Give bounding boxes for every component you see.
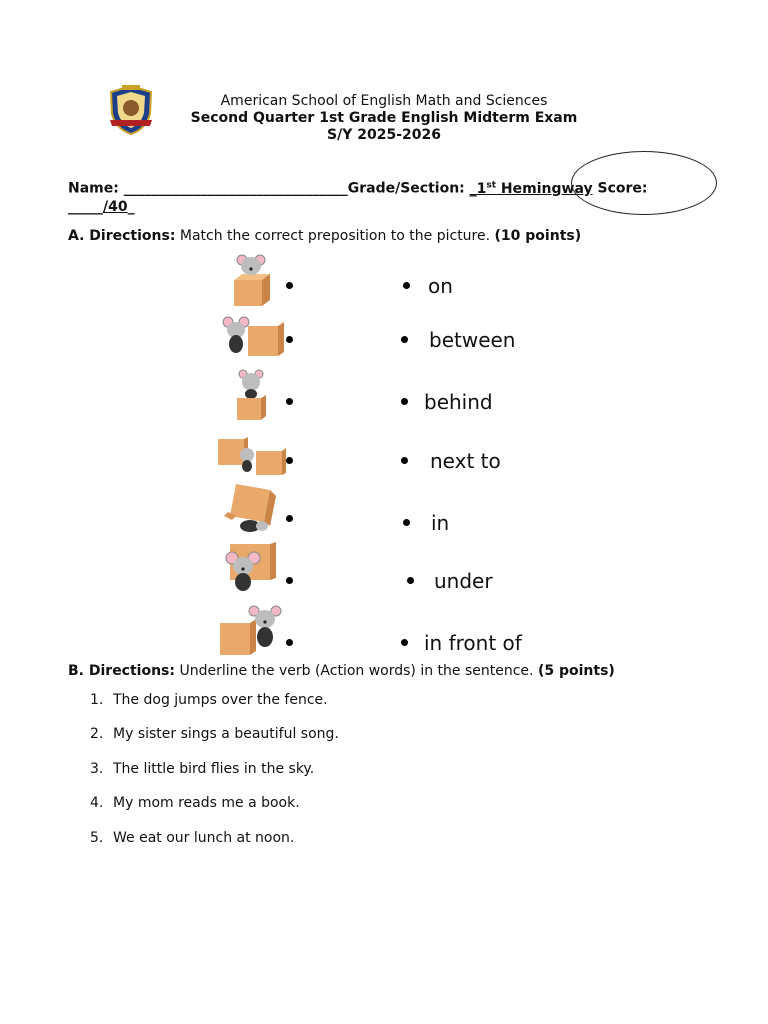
match-dot-left[interactable] (286, 577, 293, 584)
section-a-directions (68, 228, 581, 244)
preposition-under: under (434, 569, 493, 593)
score-blank: _____ (68, 199, 103, 215)
section-name: Hemingway (496, 180, 593, 197)
mouse-next-to-box-picture (214, 312, 288, 364)
school-name: American School of English Math and Sciences (220, 93, 548, 109)
preposition-next-to: next to (430, 449, 501, 473)
sentence-text: We eat our lunch at noon. (113, 830, 295, 846)
sentence-text: My sister sings a beautiful song. (113, 726, 339, 742)
match-dot-right[interactable] (401, 639, 408, 646)
name-label: Name: (68, 180, 119, 197)
name-blank: ________________________________ (123, 180, 348, 197)
preposition-between: between (429, 328, 516, 352)
score-line (68, 199, 135, 215)
sentence-item[interactable] (90, 761, 314, 777)
grade-suffix: st (486, 180, 497, 190)
match-dot-left[interactable] (286, 336, 293, 343)
school-year: S/Y 2025-2026 (327, 127, 441, 143)
sentence-text: The dog jumps over the fence. (113, 692, 328, 708)
sentence-number: 4. (90, 795, 104, 811)
match-dot-right[interactable] (401, 398, 408, 405)
sentence-number: 3. (90, 761, 104, 777)
match-dot-left[interactable] (286, 457, 293, 464)
mouse-on-box-picture (214, 254, 288, 306)
sentence-number: 2. (90, 726, 104, 742)
sentence-item[interactable] (90, 830, 294, 846)
mouse-between-boxes-picture (214, 433, 288, 485)
section-a-label: A. Directions: (68, 228, 176, 244)
exam-title: Second Quarter 1st Grade English Midterm Exam (190, 110, 578, 126)
grade-prefix: _ (469, 180, 477, 197)
section-a-text: Match the correct preposition to the picture. (175, 228, 491, 244)
preposition-behind: behind (424, 390, 493, 414)
sentence-text: The little bird flies in the sky. (113, 761, 315, 777)
score-total: /40 (103, 199, 128, 215)
sentence-item[interactable] (90, 726, 339, 742)
preposition-on: on (428, 274, 453, 298)
mouse-in-front-of-box-picture (214, 540, 288, 592)
match-dot-right[interactable] (401, 457, 408, 464)
section-b-points: (5 points) (537, 663, 615, 679)
match-dot-right[interactable] (403, 519, 410, 526)
student-info-line (68, 180, 647, 197)
mouse-under-box-picture (214, 482, 288, 534)
preposition-in-front-of: in front of (424, 631, 522, 655)
score-label: Score: (597, 180, 648, 197)
match-dot-right[interactable] (401, 336, 408, 343)
match-dot-left[interactable] (286, 398, 293, 405)
sentence-number: 1. (90, 692, 104, 708)
grade-label: Grade/Section: (347, 180, 465, 197)
match-dot-right[interactable] (403, 282, 410, 289)
mouse-behind-box-picture (214, 368, 288, 420)
match-dot-left[interactable] (286, 515, 293, 522)
sentence-item[interactable] (90, 692, 328, 708)
sentence-text: My mom reads me a book. (113, 795, 300, 811)
grade-number: 1 (476, 180, 487, 197)
match-dot-left[interactable] (286, 639, 293, 646)
score-trail: _ (127, 199, 135, 215)
section-b-text: Underline the verb (Action words) in the sentence. (175, 663, 534, 679)
match-dot-right[interactable] (407, 577, 414, 584)
match-dot-left[interactable] (286, 282, 293, 289)
section-b-directions (68, 663, 615, 679)
sentence-number: 5. (90, 830, 104, 846)
sentence-item[interactable] (90, 795, 300, 811)
section-a-points: (10 points) (494, 228, 582, 244)
mouse-beside-box-picture (214, 603, 288, 655)
preposition-in: in (431, 511, 450, 535)
score-oval (571, 151, 717, 215)
section-b-label: B. Directions: (68, 663, 175, 679)
